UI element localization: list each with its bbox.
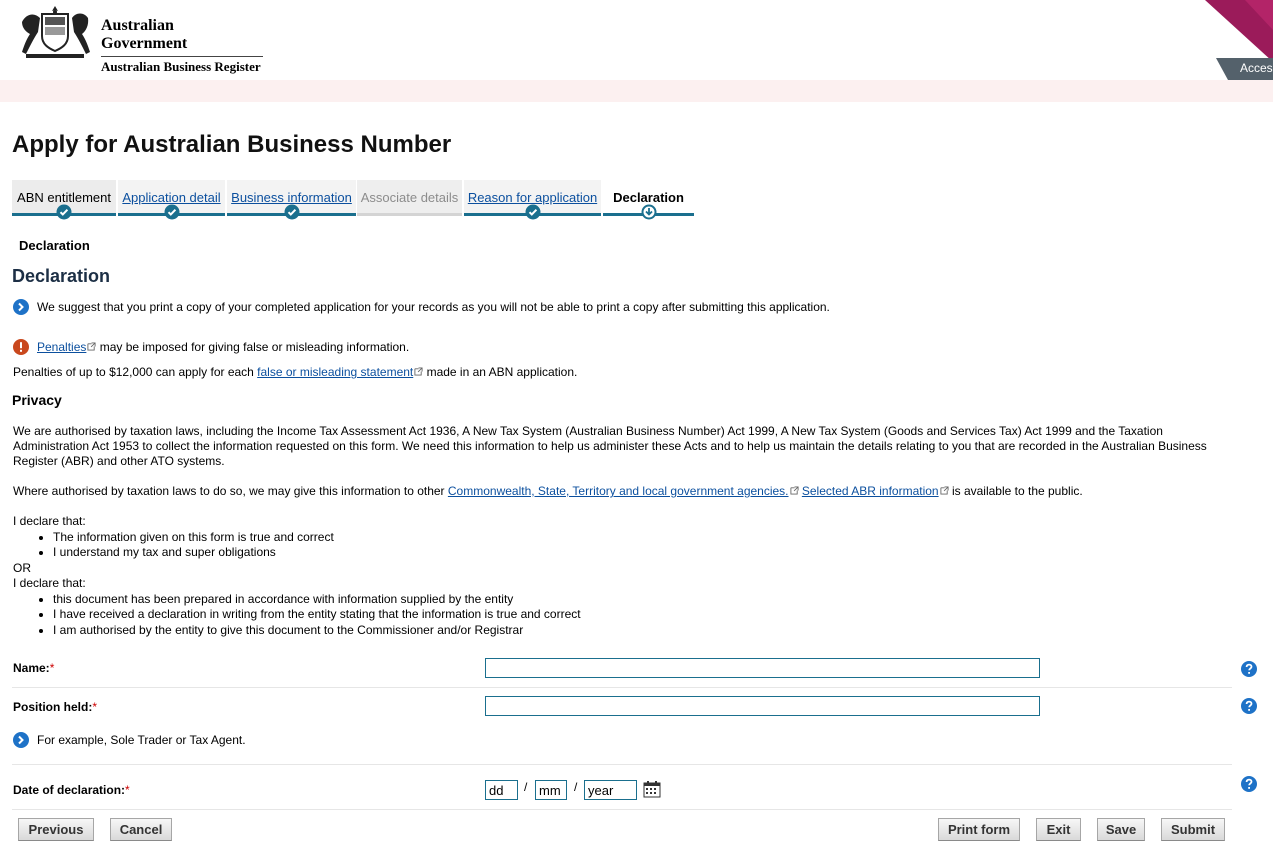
info-chevron-icon xyxy=(13,732,29,748)
step-label: ABN entitlement xyxy=(17,190,111,205)
step-reason-for-application[interactable] xyxy=(464,180,601,216)
date-day-input[interactable] xyxy=(485,780,518,800)
row-divider xyxy=(12,687,1232,688)
required-marker: * xyxy=(125,783,130,797)
help-icon[interactable] xyxy=(1241,698,1257,714)
step-label: Associate details xyxy=(360,190,459,205)
print-notice-text: We suggest that you print a copy of your completed application for your records as you will not be able to print a copy after submitting this application. xyxy=(37,300,830,314)
declaration-or: OR xyxy=(13,560,31,575)
government-agencies-link[interactable]: Commonwealth, State, Territory and local government agencies. xyxy=(447,484,789,498)
step-application-detail[interactable] xyxy=(118,180,225,216)
warning-icon xyxy=(13,339,29,355)
penalties-line xyxy=(37,340,409,354)
name-label: Name:* xyxy=(13,661,55,675)
step-abn-entitlement[interactable] xyxy=(12,180,116,216)
penalties-detail xyxy=(13,365,577,380)
header-band xyxy=(0,80,1273,102)
site-header xyxy=(0,0,1273,80)
list-item: • I have received a declaration in writing from the entity stating that the information is true and correct xyxy=(53,607,581,623)
previous-button[interactable]: Previous xyxy=(18,818,94,841)
penalties-link[interactable]: Penalties xyxy=(37,340,87,354)
accessibility-label[interactable]: Acces xyxy=(1240,61,1273,75)
penalties-detail-text: Penalties of up to $12,000 can apply for each xyxy=(13,365,258,379)
declaration-intro: I declare that: xyxy=(13,576,86,590)
date-of-declaration-label: Date of declaration:* xyxy=(13,783,130,797)
help-icon[interactable] xyxy=(1241,776,1257,792)
gov-title-line1: Australian Government xyxy=(101,17,263,57)
date-separator: / xyxy=(524,780,528,794)
declaration-statements xyxy=(13,514,581,638)
exit-button[interactable]: Exit xyxy=(1036,818,1081,841)
step-label[interactable]: Business information xyxy=(231,190,352,205)
check-circle-icon xyxy=(164,204,180,220)
submit-button[interactable]: Submit xyxy=(1161,818,1225,841)
disclosure-text: Where authorised by taxation laws to do so, we may give this information to other xyxy=(13,484,448,498)
external-link-icon xyxy=(940,486,949,495)
position-hint xyxy=(13,732,246,748)
required-marker: * xyxy=(92,700,98,714)
government-title xyxy=(101,17,263,76)
current-step-arrow-icon xyxy=(641,204,657,220)
date-month-input[interactable] xyxy=(535,780,567,800)
penalties-warning xyxy=(13,339,409,355)
breadcrumb: Declaration xyxy=(19,238,90,253)
list-item: • I am authorised by the entity to give this document to the Commissioner and/or Registrar xyxy=(53,623,581,639)
coat-of-arms-logo xyxy=(16,4,94,62)
position-held-label: Position held:* xyxy=(13,700,98,714)
info-chevron-icon xyxy=(13,299,29,315)
privacy-heading: Privacy xyxy=(12,392,62,408)
step-declaration xyxy=(603,180,694,216)
list-item: • this document has been prepared in accordance with information supplied by the entity xyxy=(53,592,581,608)
list-item: • I understand my tax and super obligations xyxy=(53,545,581,561)
save-button[interactable]: Save xyxy=(1097,818,1145,841)
position-hint-text: For example, Sole Trader or Tax Agent. xyxy=(37,733,246,747)
gov-title-line2: Australian Business Register xyxy=(101,59,261,74)
help-icon[interactable] xyxy=(1241,661,1257,677)
section-title: Declaration xyxy=(12,266,111,286)
row-divider xyxy=(12,764,1232,765)
declaration-list-1 xyxy=(13,530,581,561)
step-associate-details xyxy=(357,180,462,216)
print-notice xyxy=(13,299,830,315)
penalties-detail-text-end: made in an ABN application. xyxy=(423,365,578,379)
required-marker: * xyxy=(49,661,55,675)
date-separator: / xyxy=(574,780,578,794)
penalties-text: may be imposed for giving false or misleading information. xyxy=(96,340,410,354)
position-held-input[interactable] xyxy=(485,696,1040,716)
step-label[interactable]: Application detail xyxy=(122,190,221,205)
page-title: Apply for Australian Business Number xyxy=(12,131,452,158)
step-label[interactable]: Reason for application xyxy=(467,190,598,205)
calendar-icon[interactable] xyxy=(643,780,661,798)
disclosure-text-end: is available to the public. xyxy=(948,484,1083,498)
false-statement-link[interactable]: false or misleading statement xyxy=(257,365,414,379)
external-link-icon xyxy=(790,486,799,495)
date-year-input[interactable] xyxy=(584,780,637,800)
check-circle-icon xyxy=(56,204,72,220)
check-circle-icon xyxy=(525,204,541,220)
selected-abr-information-link[interactable]: Selected ABR information xyxy=(801,484,939,498)
privacy-disclosure xyxy=(13,484,1083,499)
step-label: Declaration xyxy=(613,190,684,205)
declaration-intro: I declare that: xyxy=(13,514,86,528)
cancel-button[interactable]: Cancel xyxy=(110,818,172,841)
step-business-information[interactable] xyxy=(227,180,356,216)
privacy-paragraph: We are authorised by taxation laws, including the Income Tax Assessment Act 1936, A New Tax System (Australian Business Number) Act 1999, A New Tax System (Goods and Services Tax) Act 1999 and the Taxation Administration Act 1953 to collect the information requested on this form. We need this information to help us administer these Acts and to help us maintain the details relating to you that are recorded in the Australian Business Register (ABR) and other ATO systems. xyxy=(13,424,1207,468)
print-form-button[interactable]: Print form xyxy=(938,818,1020,841)
check-circle-icon xyxy=(284,204,300,220)
row-divider xyxy=(12,809,1232,810)
declaration-list-2 xyxy=(13,592,581,639)
external-link-icon xyxy=(414,367,423,376)
name-input[interactable] xyxy=(485,658,1040,678)
list-item: • The information given on this form is true and correct xyxy=(53,530,581,546)
